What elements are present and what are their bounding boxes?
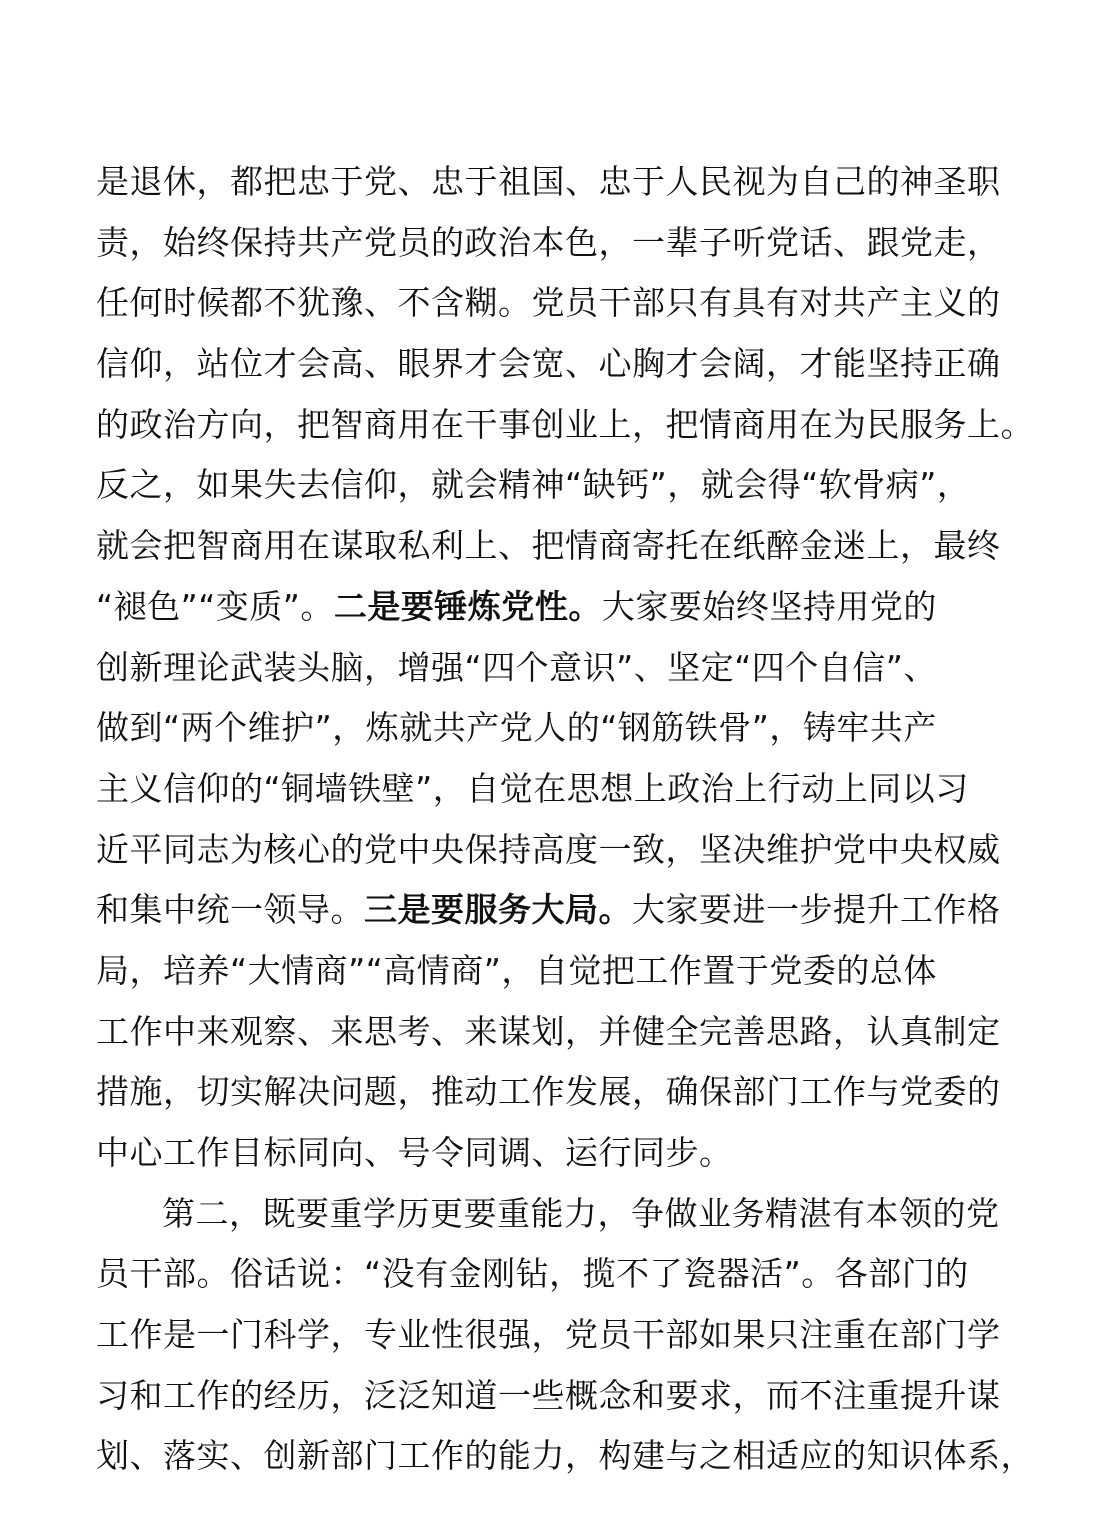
text-segment: 第二，既要重学历更要重能力，争做业务精湛有本领的党 bbox=[162, 1193, 1000, 1233]
text-segment: 反之，如果失去信仰，就会精神“缺钙”，就会得“软骨病”， bbox=[96, 465, 971, 505]
text-line bbox=[96, 516, 1036, 577]
text-line bbox=[96, 1244, 1036, 1305]
text-line bbox=[96, 941, 1036, 1002]
text-segment: 局，培养“大情商”“高情商”，自觉把工作置于党委的总体 bbox=[96, 950, 937, 990]
text-segment: “褪色”“变质”。 bbox=[96, 586, 334, 626]
text-line bbox=[96, 820, 1036, 881]
text-segment: 和集中统一领导。 bbox=[96, 890, 364, 930]
text-line bbox=[96, 1123, 1036, 1184]
bold-heading-text: 三是要服务大局。 bbox=[364, 890, 632, 930]
text-segment: 做到“两个维护”，炼就共产党人的“钢筋铁骨”，铸牢共产 bbox=[96, 708, 937, 748]
text-segment: 大家要进一步提升工作格 bbox=[632, 890, 1001, 930]
text-segment: 信仰，站位才会高、眼界才会宽、心胸才会阔，才能坚持正确 bbox=[96, 344, 1001, 384]
text-segment: 的政治方向，把智商用在干事创业上，把情商用在为民服务上。 bbox=[96, 404, 1034, 444]
text-line bbox=[96, 213, 1036, 274]
text-segment: 工作中来观察、来思考、来谋划，并健全完善思路，认真制定 bbox=[96, 1011, 1001, 1051]
text-segment: 工作是一门科学，专业性很强，党员干部如果只注重在部门学 bbox=[96, 1315, 1001, 1355]
text-segment: 是退休，都把忠于党、忠于祖国、忠于人民视为自己的神圣职 bbox=[96, 162, 1001, 201]
text-line bbox=[96, 152, 1036, 213]
text-segment: 就会把智商用在谋取私利上、把情商寄托在纸醉金迷上，最终 bbox=[96, 526, 1001, 566]
text-segment: 主义信仰的“铜墙铁壁”，自觉在思想上政治上行动上同以习 bbox=[96, 768, 969, 808]
text-line bbox=[96, 577, 1036, 638]
text-line bbox=[96, 759, 1036, 820]
text-segment: 责，始终保持共产党员的政治本色，一辈子听党话、跟党走， bbox=[96, 222, 1001, 262]
text-line bbox=[96, 273, 1036, 334]
text-segment: 习和工作的经历，泛泛知道一些概念和要求，而不注重提升谋 bbox=[96, 1375, 1001, 1415]
body-text bbox=[96, 152, 1036, 1487]
text-segment: 员干部。俗话说：“没有金刚钻，揽不了瓷器活”。各部门的 bbox=[96, 1254, 969, 1294]
bold-heading-text: 二是要锤炼党性。 bbox=[333, 586, 602, 626]
text-line bbox=[96, 880, 1036, 941]
text-segment: 措施，切实解决问题，推动工作发展，确保部门工作与党委的 bbox=[96, 1072, 1001, 1112]
text-line bbox=[96, 1426, 1036, 1487]
text-segment: 近平同志为核心的党中央保持高度一致，坚决维护党中央权威 bbox=[96, 829, 1001, 869]
text-segment: 创新理论武装头脑，增强“四个意识”、坚定“四个自信”、 bbox=[96, 647, 937, 687]
text-segment: 大家要始终坚持用党的 bbox=[601, 586, 937, 626]
paragraph-start-line bbox=[96, 1184, 1036, 1245]
text-line bbox=[96, 395, 1036, 456]
text-line bbox=[96, 334, 1036, 395]
text-line bbox=[96, 1366, 1036, 1427]
text-segment: 任何时候都不犹豫、不含糊。党员干部只有具有对共产主义的 bbox=[96, 283, 1001, 323]
text-line bbox=[96, 638, 1036, 699]
text-line bbox=[96, 698, 1036, 759]
text-line bbox=[96, 1305, 1036, 1366]
text-segment: 中心工作目标同向、号令同调、运行同步。 bbox=[96, 1133, 733, 1172]
text-segment: 划、落实、创新部门工作的能力，构建与之相适应的知识体系， bbox=[96, 1436, 1034, 1476]
text-line bbox=[96, 1002, 1036, 1063]
text-line bbox=[96, 1062, 1036, 1123]
text-line bbox=[96, 455, 1036, 516]
